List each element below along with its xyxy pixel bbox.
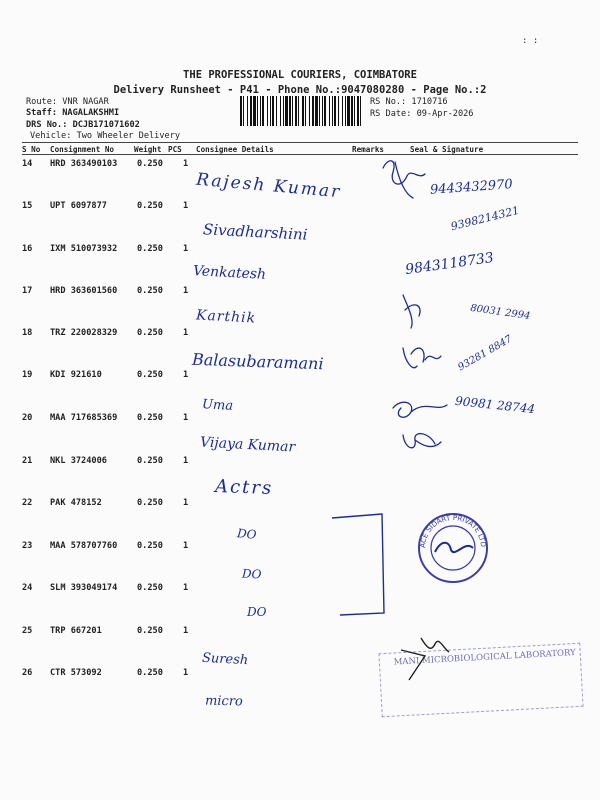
sno: 14 — [22, 159, 33, 169]
staff-label: Staff: NAGALAKSHMI — [26, 108, 120, 118]
stamp-signature — [395, 630, 455, 690]
pcs: 1 — [183, 541, 189, 551]
consignee-handwriting: Rajesh Kumar — [195, 169, 342, 203]
col-weight: Weight — [134, 145, 162, 154]
weight: 0.250 — [137, 668, 163, 678]
weight: 0.250 — [137, 498, 163, 508]
phone-number: 93281 8847 — [456, 333, 515, 374]
weight: 0.250 — [137, 244, 163, 254]
consignment-no: SLM 393049174 — [50, 583, 118, 593]
sno: 19 — [22, 370, 33, 380]
pcs: 1 — [183, 286, 189, 296]
sno: 20 — [22, 413, 33, 423]
consignment-no: UPT 6097877 — [50, 201, 107, 211]
sno: 17 — [22, 286, 33, 296]
consignee-handwriting: Suresh — [201, 650, 249, 669]
consignment-no: MAA 578707760 — [50, 541, 118, 551]
company-seal — [415, 510, 491, 586]
route-label: Route: VNR NAGAR — [26, 97, 109, 107]
sno: 18 — [22, 328, 33, 338]
barcode — [240, 96, 366, 126]
col-consignment: Consignment No — [50, 145, 115, 154]
consignee-handwriting: Venkatesh — [192, 263, 267, 283]
pcs: 1 — [183, 370, 189, 380]
consignee-handwriting: Vijaya Kumar — [199, 434, 296, 456]
col-pcs: PCS — [168, 145, 182, 154]
col-sno: S No — [22, 145, 41, 154]
consignee-handwriting: Uma — [201, 397, 234, 414]
consignee-handwriting: DO — [247, 605, 267, 619]
phone-number: 80031 2994 — [469, 302, 531, 323]
consignment-no: MAA 717685369 — [50, 413, 118, 423]
pcs: 1 — [183, 413, 189, 423]
phone-number: 90981 28744 — [454, 393, 536, 417]
consignment-no: HRD 363601560 — [50, 286, 118, 296]
header-rule-top — [22, 142, 578, 143]
pcs: 1 — [183, 201, 189, 211]
phone-number: 9843118733 — [404, 249, 495, 279]
rs-no-label: RS No.: 1710716 — [370, 97, 448, 107]
vehicle-label: Vehicle: Two Wheeler Delivery — [30, 131, 181, 141]
sno: 15 — [22, 201, 33, 211]
weight: 0.250 — [137, 201, 163, 211]
sno: 21 — [22, 456, 33, 466]
sno: 24 — [22, 583, 33, 593]
weight: 0.250 — [137, 370, 163, 380]
consignee-handwriting: DO — [236, 526, 258, 542]
consignee-handwriting: Balasubaramani — [191, 349, 324, 374]
sno: 25 — [22, 626, 33, 636]
pcs: 1 — [183, 668, 189, 678]
sno: 22 — [22, 498, 33, 508]
company-title: THE PROFESSIONAL COURIERS, COIMBATORE — [183, 69, 417, 81]
consignee-handwriting: Sivadharshini — [202, 220, 308, 244]
col-remarks: Remarks — [352, 145, 385, 154]
consignment-no: TRZ 220028329 — [50, 328, 118, 338]
drs-label: DRS No.: DCJB171071602 — [26, 120, 140, 130]
consignment-no: TRP 667201 — [50, 626, 102, 636]
weight: 0.250 — [137, 413, 163, 423]
consignee-handwriting: DO — [241, 566, 262, 582]
pcs: 1 — [183, 328, 189, 338]
pcs: 1 — [183, 159, 189, 169]
sno: 16 — [22, 244, 33, 254]
weight: 0.250 — [137, 456, 163, 466]
sno: 23 — [22, 541, 33, 551]
weight: 0.250 — [137, 626, 163, 636]
rs-date-label: RS Date: 09-Apr-2026 — [370, 109, 474, 119]
phone-number: 9398214321 — [449, 203, 521, 234]
lab-stamp-title: MANI MICROBIOLOGICAL LABORATORY — [393, 648, 576, 668]
consignee-handwriting: Actrs — [214, 475, 274, 500]
svg-text:ACE SIDART PRIVATE LTD: ACE SIDART PRIVATE LTD — [418, 513, 488, 549]
col-consignee: Consignee Details — [196, 145, 274, 154]
weight: 0.250 — [137, 159, 163, 169]
corner-marks: : : — [522, 36, 539, 46]
weight: 0.250 — [137, 286, 163, 296]
consignment-no: NKL 3724006 — [50, 456, 107, 466]
consignee-handwriting: Karthik — [195, 307, 257, 327]
pcs: 1 — [183, 244, 189, 254]
col-signature: Seal & Signature — [410, 145, 484, 154]
weight: 0.250 — [137, 328, 163, 338]
sno: 26 — [22, 668, 33, 678]
consignment-no: HRD 363490103 — [50, 159, 118, 169]
weight: 0.250 — [137, 583, 163, 593]
weight: 0.250 — [137, 541, 163, 551]
pcs: 1 — [183, 626, 189, 636]
pcs: 1 — [183, 456, 189, 466]
pcs: 1 — [183, 498, 189, 508]
consignment-no: CTR 573092 — [50, 668, 102, 678]
runsheet-title: Delivery Runsheet - P41 - Phone No.:9047080280 - Page No.:2 — [113, 84, 487, 96]
consignee-handwriting: micro — [204, 693, 243, 710]
consignment-no: KDI 921610 — [50, 370, 102, 380]
consignment-no: IXM 510073932 — [50, 244, 118, 254]
consignment-no: PAK 478152 — [50, 498, 102, 508]
pcs: 1 — [183, 583, 189, 593]
phone-number: 9443432970 — [429, 177, 514, 198]
